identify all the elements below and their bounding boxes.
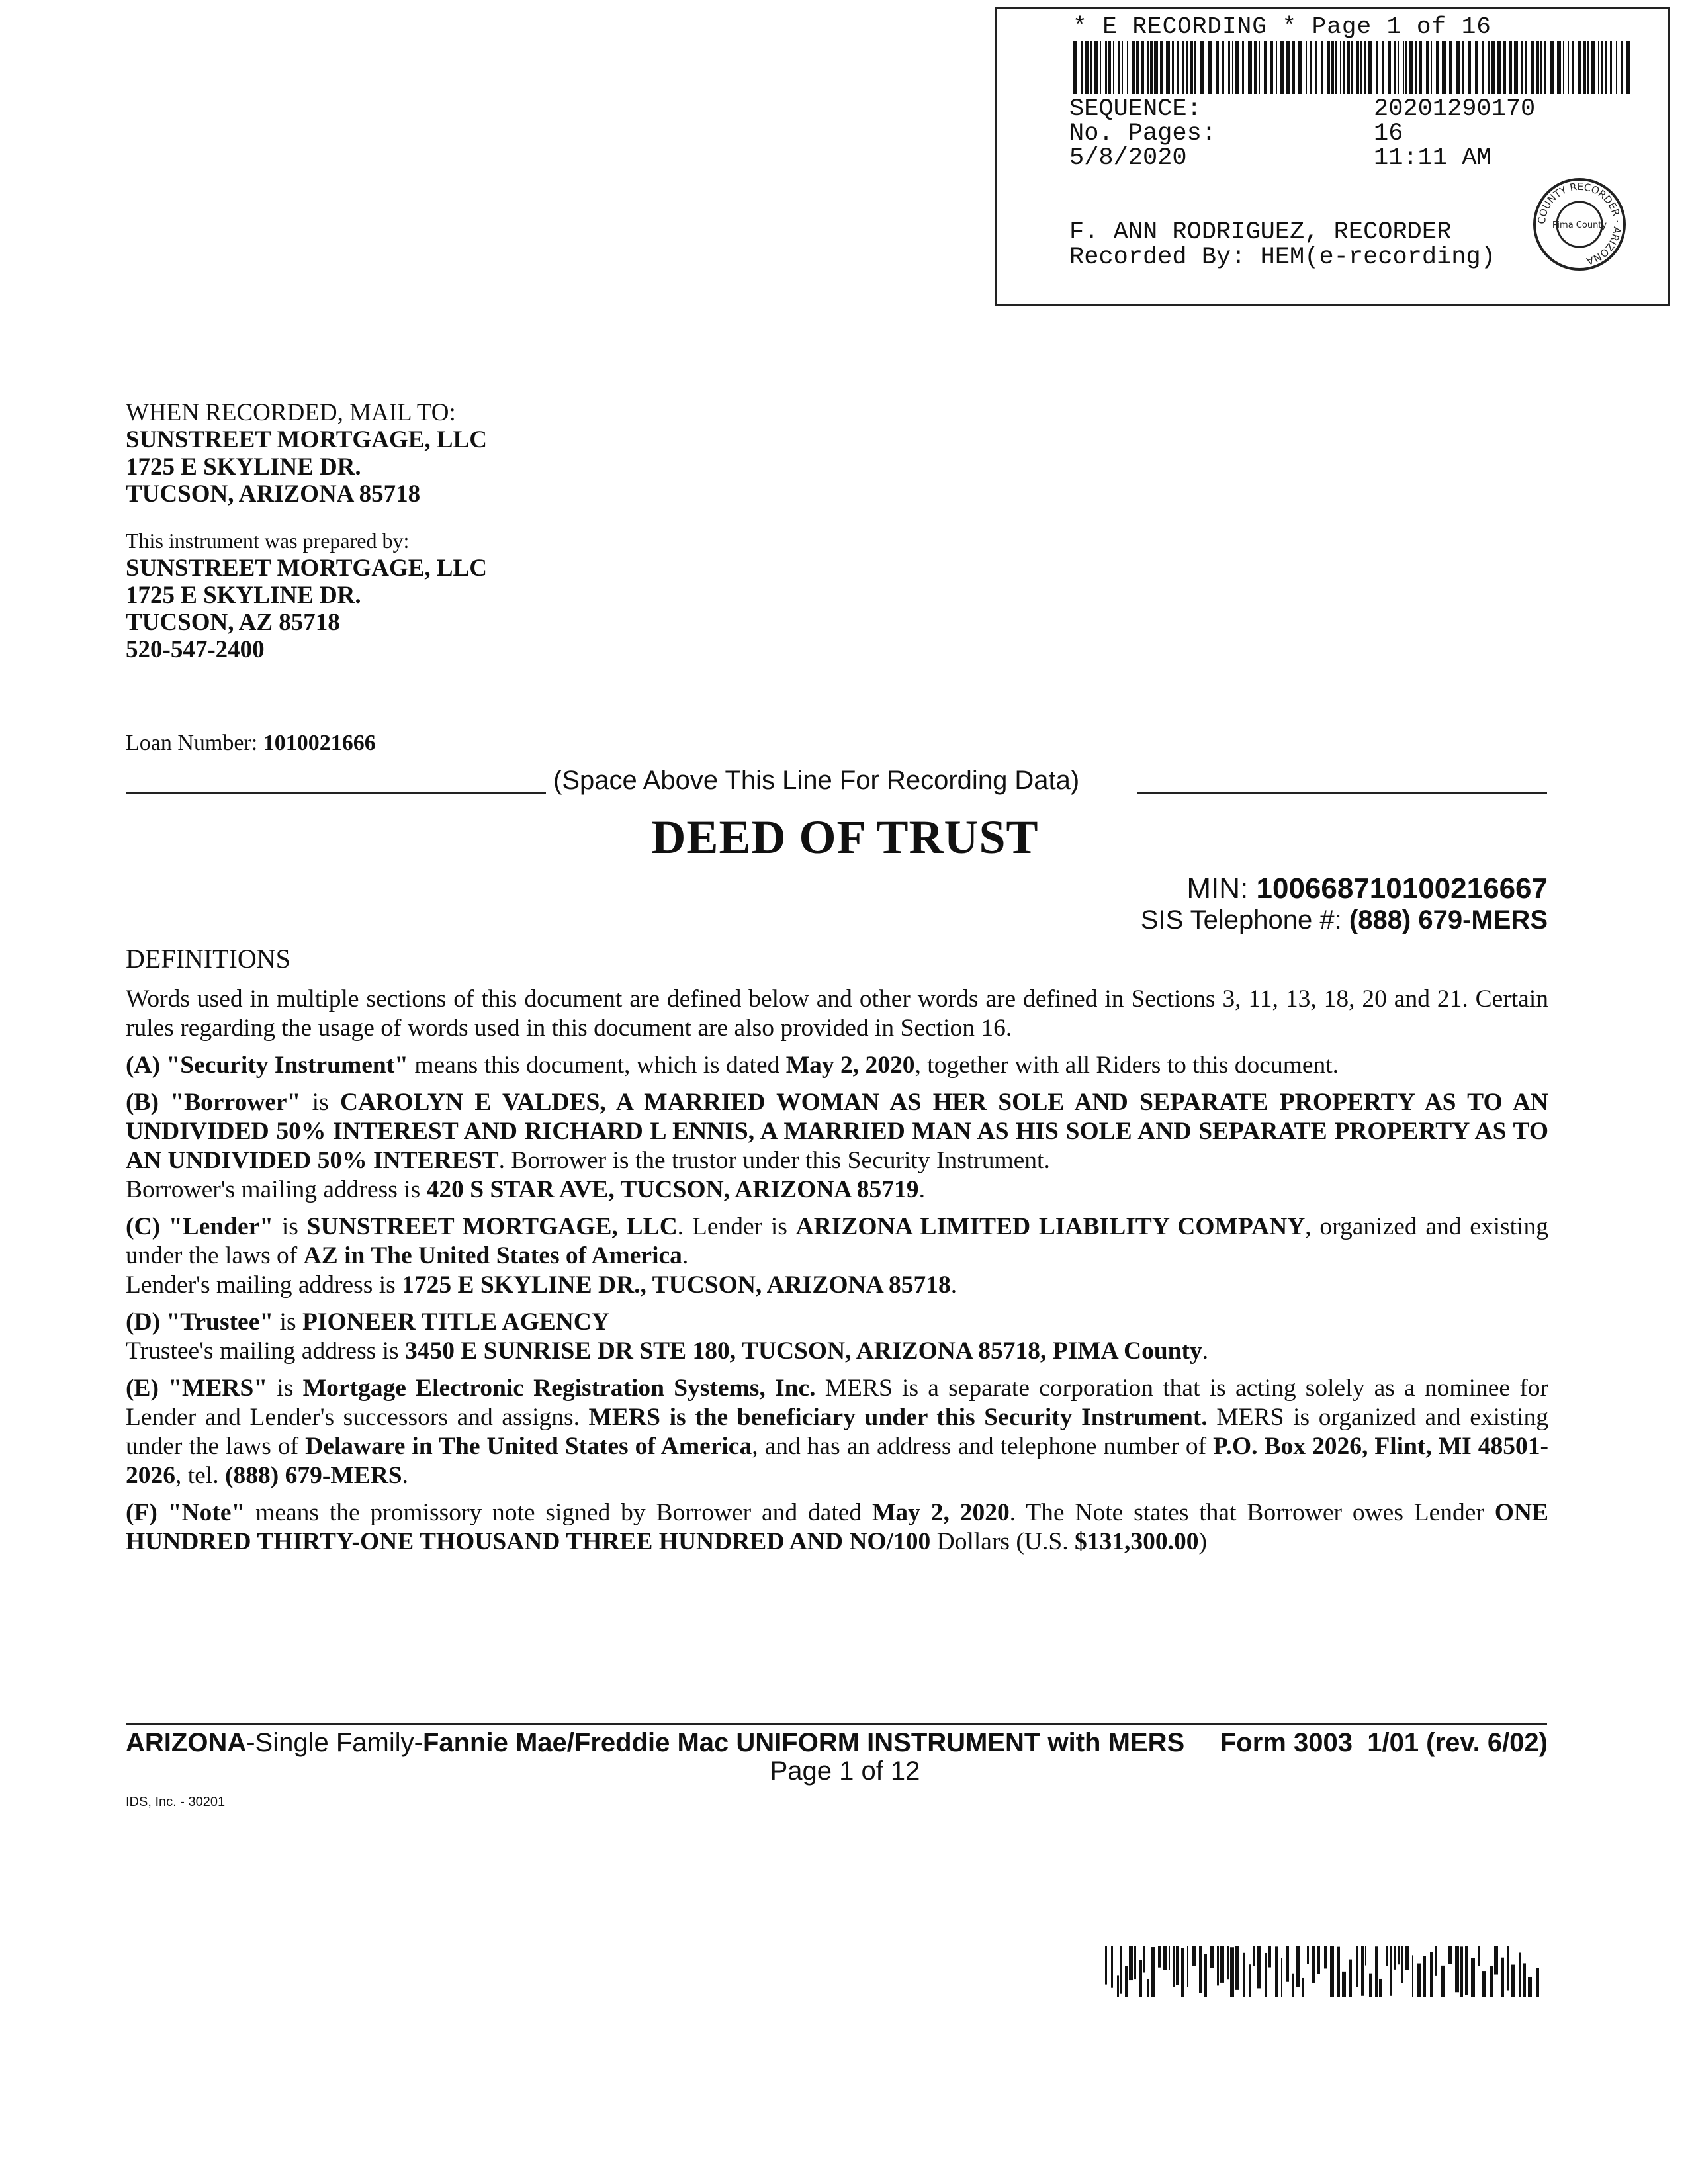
trustee-address: 3450 E SUNRISE DR STE 180, TUCSON, ARIZONA 85718, PIMA County xyxy=(405,1338,1202,1365)
barcode-bar xyxy=(1375,1946,1378,1997)
text: Trustee's mailing address is xyxy=(126,1338,406,1365)
form-revision: 1/01 (rev. 6/02) xyxy=(1367,1728,1548,1757)
barcode-bar xyxy=(1257,1946,1261,1988)
barcode-bar xyxy=(1521,41,1523,94)
barcode-bar xyxy=(1139,1960,1142,1997)
barcode-bar xyxy=(1335,41,1337,94)
barcode-bar xyxy=(1390,1946,1392,1996)
barcode-bar xyxy=(1394,1946,1396,1970)
prepared-by-block xyxy=(126,527,487,663)
barcode-bar xyxy=(1572,41,1574,94)
footer-page-number: Page 1 of 12 xyxy=(770,1756,920,1786)
mail-to-block xyxy=(126,399,487,508)
document-title: DEED OF TRUST xyxy=(651,811,1039,864)
amount: $131,300.00 xyxy=(1074,1528,1199,1555)
barcode-bar xyxy=(1349,1960,1352,1997)
barcode-bar xyxy=(1296,1946,1300,1987)
text: . The Note states that Borrower owes Lender xyxy=(1009,1499,1495,1526)
barcode-bar xyxy=(1220,1946,1224,1983)
min-number xyxy=(1186,872,1548,905)
barcode-bar xyxy=(1430,1952,1433,1997)
barcode-bar xyxy=(1306,41,1307,94)
barcode-bar xyxy=(1177,41,1179,94)
text: means the promissory note signed by Borrower and dated xyxy=(245,1499,873,1526)
barcode-bar xyxy=(1494,1946,1498,1974)
barcode-bar xyxy=(1208,41,1212,94)
barcode-bar xyxy=(1342,1972,1346,1997)
barcode-bar xyxy=(1173,1946,1175,1987)
document-barcode xyxy=(1105,1946,1542,1997)
stamp-date: 5/8/2020 xyxy=(1069,144,1187,172)
barcode-bar xyxy=(1122,41,1123,94)
ids-code: IDS, Inc. - 30201 xyxy=(126,1795,226,1809)
sis-telephone xyxy=(1141,905,1548,935)
definitions-body xyxy=(126,985,1548,1565)
barcode-bar xyxy=(1321,41,1323,94)
mail-to-heading: WHEN RECORDED, MAIL TO: xyxy=(126,399,456,426)
barcode-bar xyxy=(1235,1946,1239,1990)
barcode-bar xyxy=(1136,41,1139,94)
sis-label: SIS Telephone #: xyxy=(1140,905,1342,934)
barcode-bar xyxy=(1401,1946,1403,1983)
stamp-time: 11:11 AM xyxy=(1374,144,1491,172)
definition-note xyxy=(126,1498,1548,1557)
text: MERS is organized and existing under the laws of xyxy=(126,1404,1548,1460)
barcode-bar xyxy=(1281,1958,1282,1997)
text: , and has an address and telephone number of xyxy=(752,1433,1214,1460)
definition-security-instrument xyxy=(126,1051,1548,1080)
barcode-bar xyxy=(1081,41,1083,94)
barcode-bar xyxy=(1490,1966,1493,1997)
barcode-bar xyxy=(1528,1977,1532,1997)
barcode-bar xyxy=(1412,1955,1413,1997)
barcode-bar xyxy=(1455,1946,1459,1992)
text: . xyxy=(918,1176,925,1203)
sis-value: (888) 679-MERS xyxy=(1349,905,1548,934)
borrower-name: CAROLYN E VALDES, A MARRIED WOMAN AS HER SOLE AND SEPARATE PROPERTY AS TO AN UNDIVIDED 50% INTEREST AND RICHARD L ENNIS, A MARRIED MAN AS HIS SOLE AND SEPARATE PROPERTY AS TO AN UNDIVIDED 50% INTEREST xyxy=(126,1089,1549,1174)
barcode-bar xyxy=(1094,41,1098,94)
barcode-bar xyxy=(1601,41,1603,94)
barcode-bar xyxy=(1337,1947,1340,1997)
recording-data-rule-right xyxy=(1137,792,1547,794)
text: is xyxy=(267,1375,303,1402)
text: , organized and existing under the laws of xyxy=(126,1213,1549,1269)
footer-form-number xyxy=(1220,1728,1548,1758)
barcode-bar xyxy=(1270,41,1273,94)
mers-telephone: (888) 679-MERS xyxy=(224,1462,402,1489)
barcode-bar xyxy=(1141,41,1144,94)
barcode-bar xyxy=(1417,1964,1421,1997)
barcode-bar xyxy=(1540,41,1542,94)
barcode-bar xyxy=(1462,41,1464,94)
amount-words: ONE HUNDRED THIRTY-ONE THOUSAND THREE HUNDRED AND NO/100 xyxy=(126,1499,1549,1555)
barcode-bar xyxy=(1292,41,1295,94)
barcode-bar xyxy=(1176,1946,1179,1985)
barcode-bar xyxy=(1482,1971,1486,1997)
lender-name: SUNSTREET MORTGAGE, LLC xyxy=(306,1213,678,1240)
barcode-bar xyxy=(1368,41,1372,94)
barcode-bar xyxy=(1105,41,1107,94)
mail-to-line: SUNSTREET MORTGAGE, LLC xyxy=(126,426,487,453)
loan-number-label: Loan Number: xyxy=(126,731,258,755)
barcode-bar xyxy=(1286,41,1290,94)
barcode-bar xyxy=(1503,41,1506,94)
text: . xyxy=(1202,1338,1209,1365)
mers-address: P.O. Box 2026, Flint, MI 48501-2026 xyxy=(126,1433,1548,1489)
barcode-bar xyxy=(1398,41,1399,94)
barcode-bar xyxy=(1465,1946,1468,1995)
barcode-bar xyxy=(1111,1946,1113,1988)
footer-rule xyxy=(126,1723,1547,1725)
barcode-bar xyxy=(1120,1946,1122,1994)
prepared-by-line: 1725 E SKYLINE DR. xyxy=(126,582,361,609)
barcode-bar xyxy=(1621,41,1623,94)
text: is xyxy=(273,1213,307,1240)
barcode-bar xyxy=(1129,1946,1133,1980)
stamp-sequence-value: 20201290170 xyxy=(1374,95,1536,123)
barcode-bar xyxy=(1343,41,1345,94)
barcode-bar xyxy=(1217,1946,1219,1985)
text: . xyxy=(402,1462,409,1489)
barcode-bar xyxy=(1227,1946,1229,1979)
barcode-bar xyxy=(1134,1946,1136,1979)
barcode-bar xyxy=(1118,41,1120,94)
barcode-bar xyxy=(1550,41,1554,94)
barcode-bar xyxy=(1254,41,1257,94)
barcode-bar xyxy=(1415,41,1417,94)
borrower-address: 420 S STAR AVE, TUCSON, ARIZONA 85719 xyxy=(426,1176,919,1203)
barcode-bar xyxy=(1243,1953,1245,1997)
mail-to-line: TUCSON, ARIZONA 85718 xyxy=(126,480,421,508)
text: , together with all Riders to this document. xyxy=(914,1052,1339,1079)
barcode-bar xyxy=(1330,1946,1334,1997)
barcode-bar xyxy=(1441,1966,1445,1997)
barcode-bar xyxy=(1143,1946,1145,1972)
barcode-bar xyxy=(1583,41,1586,94)
barcode-bar xyxy=(1365,1946,1366,1966)
barcode-bar xyxy=(1509,41,1512,94)
barcode-bar xyxy=(1514,41,1518,94)
barcode-bar xyxy=(1364,41,1366,94)
prepared-by-line: TUCSON, AZ 85718 xyxy=(126,609,340,636)
text: , tel. xyxy=(175,1462,225,1489)
barcode-bar xyxy=(1405,41,1407,94)
barcode-bar xyxy=(1578,41,1581,94)
barcode-bar xyxy=(1324,1946,1327,1968)
barcode-bar xyxy=(1230,1947,1234,1997)
text: Fannie Mae/Freddie Mac UNIFORM INSTRUMENT with MERS xyxy=(422,1728,1185,1757)
lender-address: 1725 E SKYLINE DR., TUCSON, ARIZONA 85718 xyxy=(402,1271,951,1298)
term: (D) "Trustee" xyxy=(126,1308,274,1336)
loan-number-value: 1010021666 xyxy=(263,731,376,755)
barcode-bar xyxy=(1127,41,1128,94)
prepared-by-heading: This instrument was prepared by: xyxy=(126,529,410,553)
barcode-bar xyxy=(1488,41,1490,94)
barcode-bar xyxy=(1132,41,1135,94)
barcode-bar xyxy=(1369,1974,1372,1997)
barcode-bar xyxy=(1169,1946,1170,1970)
barcode-bar xyxy=(1298,41,1302,94)
stamp-recorded-by: Recorded By: HEM(e-recording) xyxy=(1069,244,1495,271)
min-value: 100668710100216667 xyxy=(1256,872,1548,905)
definition-trustee xyxy=(126,1308,1548,1366)
barcode-bar xyxy=(1186,41,1188,94)
footer-form-title xyxy=(126,1728,1184,1758)
text: is xyxy=(273,1308,302,1336)
barcode-bar xyxy=(1436,41,1439,94)
definitions-heading: DEFINITIONS xyxy=(126,944,290,974)
barcode-bar xyxy=(1242,41,1244,94)
mers-beneficiary: MERS is the beneficiary under this Security Instrument. xyxy=(588,1404,1208,1431)
barcode-bar xyxy=(1361,1946,1364,1996)
barcode-bar xyxy=(1501,1958,1504,1997)
barcode-bar xyxy=(1409,41,1413,94)
barcode-bar xyxy=(1386,1946,1388,1966)
text: . Borrower is the trustor under this Security Instrument. xyxy=(498,1147,1050,1174)
barcode-bar xyxy=(1253,1946,1255,1966)
barcode-bar xyxy=(1536,41,1539,94)
barcode-bar xyxy=(1228,41,1230,94)
barcode-bar xyxy=(1398,1946,1400,1964)
barcode-bar xyxy=(1331,41,1334,94)
min-label: MIN: xyxy=(1186,872,1249,905)
mers-law: Delaware in The United States of America xyxy=(305,1433,752,1460)
barcode-bar xyxy=(1310,41,1312,94)
barcode-bar xyxy=(1587,41,1589,94)
barcode-bar xyxy=(1475,41,1478,94)
text: MERS is a separate corporation that is acting solely as a nominee for Lender and Lender's successors and assigns. xyxy=(126,1375,1548,1431)
trustee-name: PIONEER TITLE AGENCY xyxy=(302,1308,609,1336)
stamp-sequence-label: SEQUENCE: xyxy=(1069,95,1202,123)
seal-ring-text: COUNTY RECORDER · ARIZONA xyxy=(1535,180,1624,267)
form-number: Form 3003 xyxy=(1220,1728,1353,1757)
term: (B) "Borrower" xyxy=(126,1089,301,1116)
barcode-bar xyxy=(1568,41,1569,94)
barcode-bar xyxy=(1249,1964,1251,1997)
barcode-bar xyxy=(1182,41,1184,94)
barcode-bar xyxy=(1275,1946,1278,1997)
barcode-bar xyxy=(1626,41,1630,94)
barcode-bar xyxy=(1302,1978,1304,1997)
mers-name: Mortgage Electronic Registration Systems, Inc. xyxy=(302,1375,816,1402)
text: Borrower's mailing address is xyxy=(126,1176,427,1203)
barcode-bar xyxy=(1340,41,1341,94)
barcode-bar xyxy=(1113,41,1114,94)
loan-number xyxy=(126,729,376,756)
barcode-bar xyxy=(1194,41,1196,94)
lender-law: AZ in The United States of America xyxy=(303,1242,682,1269)
prepared-by-line: 520-547-2400 xyxy=(126,636,265,663)
barcode-bar xyxy=(1276,41,1277,94)
space-above-notice: (Space Above This Line For Recording Data) xyxy=(553,766,1080,795)
barcode-bar xyxy=(1351,41,1353,94)
county-recorder-seal-icon xyxy=(1530,175,1629,274)
date: May 2, 2020 xyxy=(785,1052,915,1079)
barcode-bar xyxy=(1523,1963,1526,1997)
barcode-bar xyxy=(1482,41,1484,94)
stamp-recorder: F. ANN RODRIGUEZ, RECORDER xyxy=(1069,218,1452,246)
barcode-bar xyxy=(1280,41,1284,94)
barcode-bar xyxy=(1471,1958,1475,1997)
barcode-bar xyxy=(1158,1946,1161,1968)
barcode-bar xyxy=(1519,1952,1521,1997)
definitions-intro: Words used in multiple sections of this document are defined below and other words are defined in Sections 3, 11, 13, 18, 20 and 21. Certain rules regarding the usage of words used in this document are also provided in Section 16. xyxy=(126,985,1548,1042)
barcode-bar xyxy=(1525,41,1527,94)
barcode-bar xyxy=(1105,1946,1107,1985)
barcode-bar xyxy=(1442,41,1446,94)
barcode-bar xyxy=(1544,41,1546,94)
barcode-bar xyxy=(1163,1946,1167,1970)
barcode-bar xyxy=(1435,1946,1437,1976)
barcode-bar xyxy=(1100,41,1101,94)
barcode-bar xyxy=(1199,1946,1202,1993)
barcode-bar xyxy=(1460,1946,1463,1997)
text: ARIZONA xyxy=(126,1728,247,1757)
barcode-bar xyxy=(1511,1965,1515,1997)
barcode-bar xyxy=(1376,41,1378,94)
barcode-bar xyxy=(1598,41,1599,94)
definition-borrower xyxy=(126,1088,1548,1205)
barcode-bar xyxy=(1147,1979,1149,1997)
barcode-bar xyxy=(1307,1946,1309,1964)
text: Lender's mailing address is xyxy=(126,1271,402,1298)
stamp-barcode xyxy=(1073,41,1632,94)
stamp-header: * E RECORDING * Page 1 of 16 xyxy=(1073,13,1491,40)
barcode-bar xyxy=(1591,41,1595,94)
barcode-bar xyxy=(1147,41,1149,94)
barcode-bar xyxy=(1151,1947,1155,1997)
barcode-bar xyxy=(1563,41,1564,94)
definition-lender xyxy=(126,1212,1548,1300)
recording-data-rule-left xyxy=(126,792,546,794)
barcode-bar xyxy=(1259,41,1260,94)
definition-mers xyxy=(126,1374,1548,1490)
barcode-bar xyxy=(1090,41,1092,94)
text: ) xyxy=(1198,1528,1207,1555)
barcode-bar xyxy=(1327,41,1330,94)
barcode-bar xyxy=(1117,1975,1119,1997)
barcode-bar xyxy=(1085,41,1089,94)
barcode-bar xyxy=(1268,1946,1271,1967)
barcode-bar xyxy=(1347,41,1350,94)
barcode-bar xyxy=(1557,41,1561,94)
barcode-bar xyxy=(1356,41,1359,94)
term: (F) "Note" xyxy=(126,1499,245,1526)
barcode-bar xyxy=(1610,41,1612,94)
text: Dollars (U.S. xyxy=(930,1528,1075,1555)
barcode-bar xyxy=(1073,41,1077,94)
barcode-bar xyxy=(1222,41,1224,94)
stamp-pages-value: 16 xyxy=(1374,120,1403,148)
barcode-bar xyxy=(1265,1953,1267,1997)
barcode-bar xyxy=(1456,41,1460,94)
text: . Lender is xyxy=(677,1213,796,1240)
barcode-bar xyxy=(1166,41,1170,94)
barcode-bar xyxy=(1286,1946,1289,1982)
term: (C) "Lender" xyxy=(126,1213,274,1240)
barcode-bar xyxy=(1388,41,1391,94)
barcode-bar xyxy=(1187,1946,1188,1987)
barcode-bar xyxy=(1423,1956,1426,1997)
barcode-bar xyxy=(1235,41,1239,94)
barcode-bar xyxy=(1248,41,1252,94)
barcode-bar xyxy=(1497,41,1501,94)
text: -Single Family- xyxy=(246,1728,423,1757)
barcode-bar xyxy=(1210,1946,1214,1968)
barcode-bar xyxy=(1172,41,1174,94)
barcode-bar xyxy=(1491,41,1495,94)
barcode-bar xyxy=(1449,41,1452,94)
barcode-bar xyxy=(1200,41,1204,94)
prepared-by-line: SUNSTREET MORTGAGE, LLC xyxy=(126,555,487,582)
barcode-bar xyxy=(1150,41,1153,94)
barcode-bar xyxy=(1160,41,1163,94)
barcode-bar xyxy=(1312,1946,1315,1983)
barcode-bar xyxy=(1356,1946,1358,1987)
barcode-bar xyxy=(1382,41,1384,94)
barcode-bar xyxy=(1379,1979,1382,1997)
text: means this document, which is dated xyxy=(408,1052,786,1079)
term: (A) "Security Instrument" xyxy=(126,1052,409,1079)
barcode-bar xyxy=(1216,41,1219,94)
barcode-bar xyxy=(1154,41,1158,94)
barcode-bar xyxy=(1232,41,1233,94)
barcode-bar xyxy=(1360,41,1362,94)
date: May 2, 2020 xyxy=(872,1499,1010,1526)
barcode-bar xyxy=(1507,1946,1509,1990)
barcode-bar xyxy=(1616,41,1617,94)
seal-center-text: Pima County xyxy=(1552,220,1607,230)
barcode-bar xyxy=(1315,41,1317,94)
stamp-pages-label: No. Pages: xyxy=(1069,120,1217,148)
barcode-bar xyxy=(1403,41,1404,94)
text: is xyxy=(300,1089,340,1116)
text: . xyxy=(950,1271,957,1298)
barcode-bar xyxy=(1536,1968,1539,1997)
barcode-bar xyxy=(1317,1946,1320,1974)
barcode-bar xyxy=(1431,41,1432,94)
barcode-bar xyxy=(1125,1966,1128,1997)
barcode-bar xyxy=(1394,41,1396,94)
barcode-bar xyxy=(1192,1946,1196,1966)
barcode-bar xyxy=(1292,1974,1294,1997)
barcode-bar xyxy=(1108,41,1111,94)
barcode-bar xyxy=(1468,41,1471,94)
barcode-bar xyxy=(1478,1946,1480,1966)
barcode-bar xyxy=(1190,41,1193,94)
recording-stamp xyxy=(995,7,1670,306)
text: . xyxy=(682,1242,689,1269)
lender-type: ARIZONA LIMITED LIABILITY COMPANY xyxy=(795,1213,1306,1240)
barcode-bar xyxy=(1531,41,1534,94)
barcode-bar xyxy=(1419,41,1422,94)
term: (E) "MERS" xyxy=(126,1375,268,1402)
barcode-bar xyxy=(1605,41,1607,94)
barcode-bar xyxy=(1426,41,1429,94)
barcode-bar xyxy=(1448,1946,1452,1964)
mail-to-line: 1725 E SKYLINE DR. xyxy=(126,453,361,480)
barcode-bar xyxy=(1204,1954,1207,1997)
barcode-bar xyxy=(1181,1948,1184,1997)
barcode-bar xyxy=(1405,1946,1409,1970)
barcode-bar xyxy=(1264,41,1267,94)
